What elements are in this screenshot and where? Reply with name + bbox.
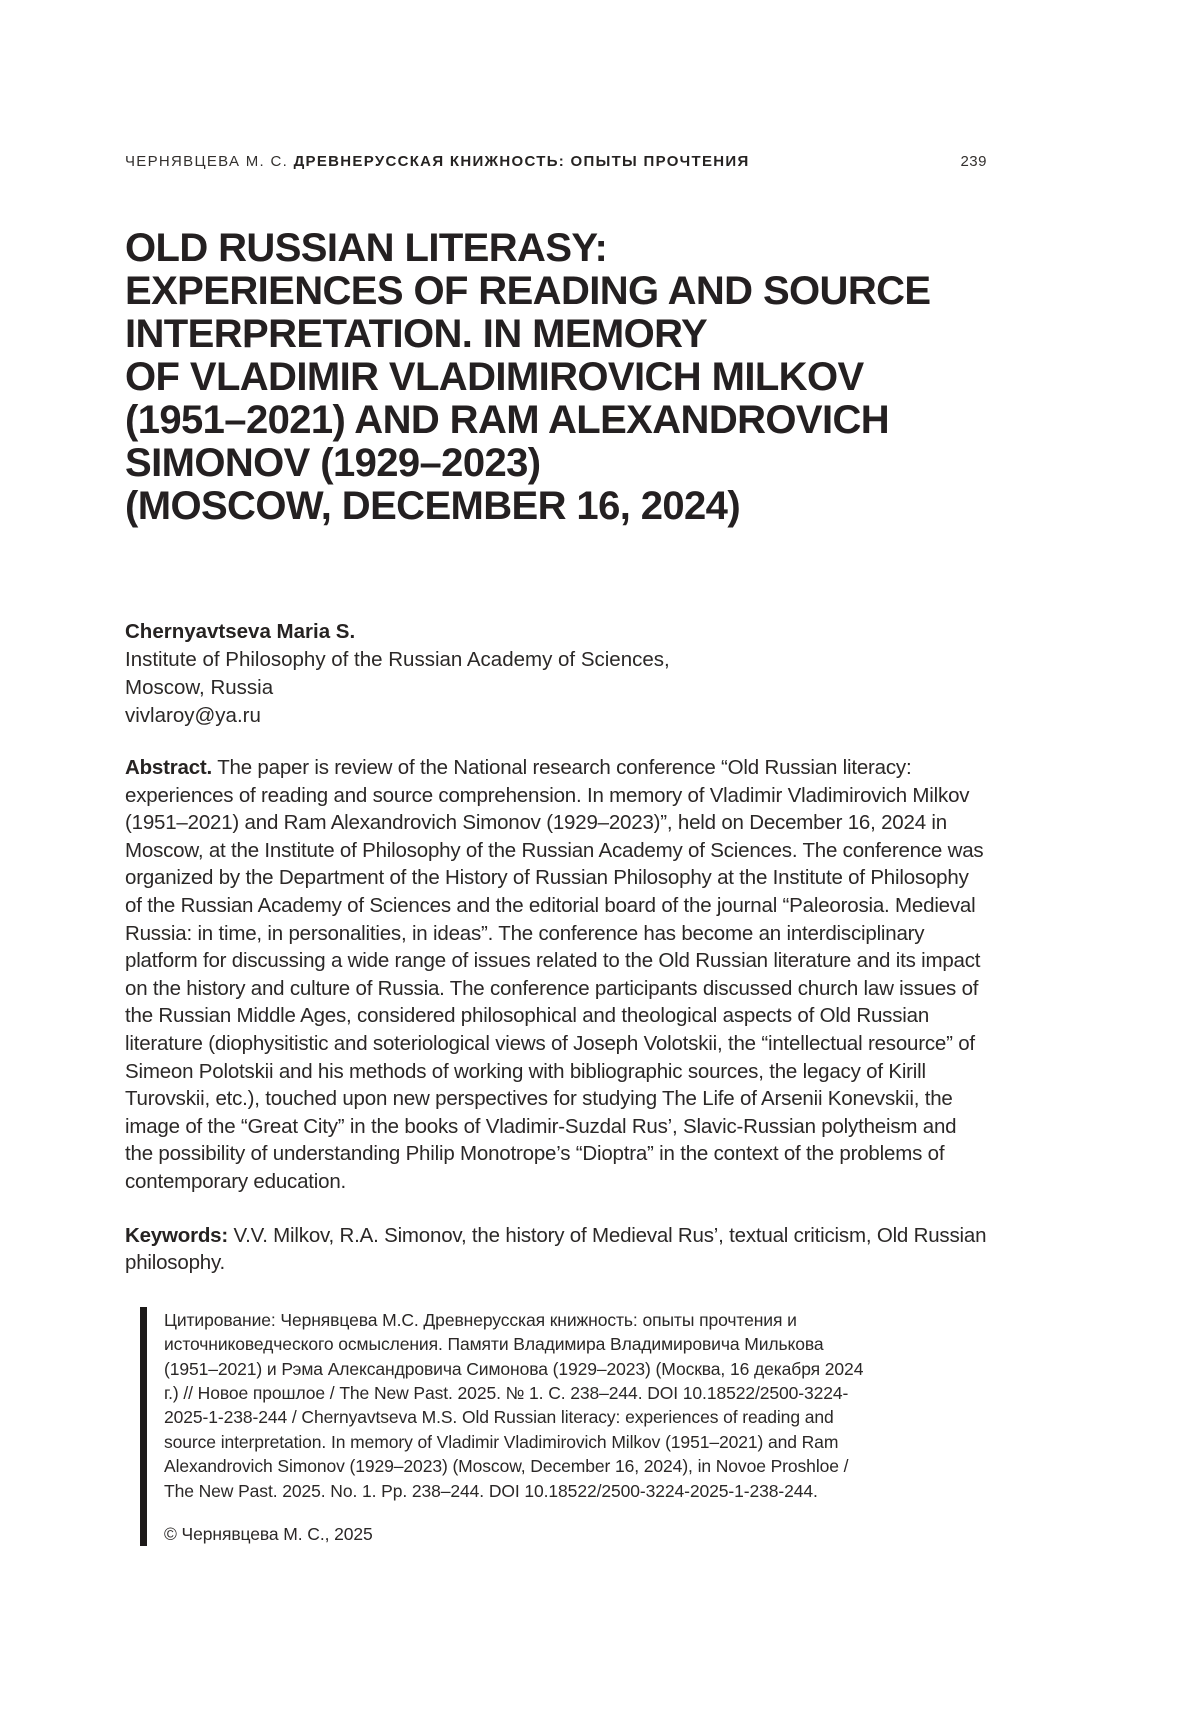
citation-left-bar xyxy=(140,1307,147,1547)
running-header-left xyxy=(125,153,750,170)
citation-block xyxy=(125,1307,987,1547)
article-title-line: OLD RUSSIAN LITERASY: xyxy=(125,226,608,270)
article-title-line: INTERPRETATION. IN MEMORY xyxy=(125,312,708,356)
author-location: Moscow, Russia xyxy=(125,676,274,699)
keywords-label: Keywords: xyxy=(125,1223,229,1247)
citation-text: Цитирование: Чернявцева М.С. Древнерусская книжность: опыты прочтения и источниковедческого осмысления. Памяти Владимира Владимировича Милькова (1951–2021) и Рэма Александровича Симонова (1929–2023) (Москва, 16 декабря 2024 г.) // Новое прошлое / The New Past. 2025. № 1. С. 238–244. DOI 10.18522/2500-3224-2025-1-238-244 / Chernyavtseva M.S. Old Russian literacy: experiences of reading and source interpretation. In memory of Vladimir Vladimirovich Milkov (1951–2021) and Ram Alexandrovich Simonov (1929–2023) (Moscow, December 16, 2024), in Novoe Proshloe / The New Past. 2025. No. 1. Pp. 238–244. DOI 10.18522/2500-3224-2025-1-238-244. xyxy=(164,1309,864,1501)
article-title xyxy=(125,227,987,528)
article-title-line: (1951–2021) AND RAM ALEXANDROVICH xyxy=(125,398,890,442)
article-title-line: EXPERIENCES OF READING AND SOURCE xyxy=(125,269,931,313)
author-name: Chernyavtseva Maria S. xyxy=(125,620,356,643)
keywords xyxy=(125,1222,987,1277)
running-header xyxy=(125,0,987,170)
copyright-line: © Чернявцева М. С., 2025 xyxy=(164,1523,373,1544)
article-title-line: OF VLADIMIR VLADIMIROVICH MILKOV xyxy=(125,355,864,399)
keywords-text: V.V. Milkov, R.A. Simonov, the history of Medieval Rus’, textual criticism, Old Russian philosophy. xyxy=(125,1223,987,1275)
page-number: 239 xyxy=(960,153,987,170)
author-block xyxy=(125,618,987,730)
running-header-author: ЧЕРНЯВЦЕВА М. С. xyxy=(125,153,289,170)
article-title-line: (MOSCOW, DECEMBER 16, 2024) xyxy=(125,484,741,528)
abstract xyxy=(125,754,987,1196)
citation-content xyxy=(164,1307,866,1547)
abstract-label: Abstract. xyxy=(125,756,213,779)
article-title-line: SIMONOV (1929–2023) xyxy=(125,441,541,485)
running-header-title: ДРЕВНЕРУССКАЯ КНИЖНОСТЬ: ОПЫТЫ ПРОЧТЕНИЯ xyxy=(293,153,750,170)
text-column xyxy=(125,0,987,1546)
author-email: vivlaroy@ya.ru xyxy=(125,704,261,727)
author-affiliation: Institute of Philosophy of the Russian Academy of Sciences, xyxy=(125,648,670,671)
abstract-text: The paper is review of the National research conference “Old Russian literacy: experiences of reading and source comprehension. In memory of Vladimir Vladimirovich Milkov (1951–2021) and Ram Alexandrovich Simonov (1929–2023)”, held on December 16, 2024 in Moscow, at the Institute of Philosophy of the Russian Academy of Sciences. The conference was organized by the Department of the History of Russian Philosophy at the Institute of Philosophy of the Russian Academy of Sciences and the editorial board of the journal “Paleorosia. Medieval Russia: in time, in personalities, in ideas”. The conference has become an interdisciplinary platform for discussing a wide range of issues related to the Old Russian literature and its impact on the history and culture of Russia. The conference participants discussed church law issues of the Russian Middle Ages, considered philosophical and theological aspects of Old Russian literature (diophysitistic and soteriological views of Joseph Volotskii, the “intellectual resource” of Simeon Polotskii and his methods of working with bibliographic sources, the legacy of Kirill Turovskii, etc.), touched upon new perspectives for studying The Life of Arsenii Konevskii, the image of the “Great City” in the books of Vladimir-Suzdal Rus’, Slavic-Russian polytheism and the possibility of understanding Philip Monotrope’s “Dioptra” in the context of the problems of contemporary education. xyxy=(125,756,984,1193)
